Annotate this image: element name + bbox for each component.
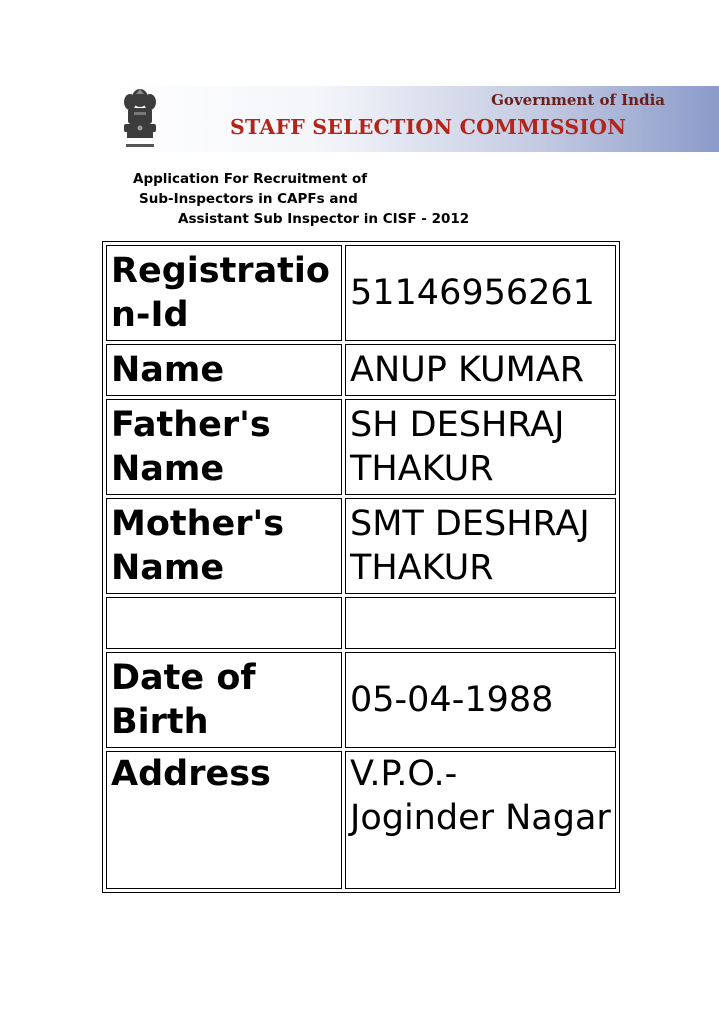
application-title-line-3: Assistant Sub Inspector in CISF - 2012 xyxy=(178,211,470,227)
commission-title: STAFF SELECTION COMMISSION xyxy=(230,115,627,139)
government-of-india-text: Government of India xyxy=(491,91,665,109)
name-label: Name xyxy=(106,344,342,396)
table-row xyxy=(106,399,616,495)
application-title xyxy=(0,169,470,229)
table-row xyxy=(106,751,616,889)
mother-name-label: Mother's Name xyxy=(106,498,342,594)
registration-id-value: 51146956261 xyxy=(345,245,616,341)
application-title-line-2: Sub-Inspectors in CAPFs and xyxy=(139,191,358,207)
table-row xyxy=(106,344,616,396)
candidate-details-table xyxy=(102,241,620,893)
mother-name-value: SMT DESHRAJ THAKUR xyxy=(345,498,616,594)
name-value: ANUP KUMAR xyxy=(345,344,616,396)
application-title-line-1: Application For Recruitment of xyxy=(133,171,368,187)
father-name-label: Father's Name xyxy=(106,399,342,495)
national-emblem-icon xyxy=(118,86,162,158)
blank-value xyxy=(345,597,616,649)
table-row xyxy=(106,597,616,649)
address-value: V.P.O.- Joginder Nagar xyxy=(345,751,616,889)
father-name-value: SH DESHRAJ THAKUR xyxy=(345,399,616,495)
table-row xyxy=(106,498,616,594)
table-row xyxy=(106,245,616,341)
registration-id-label: Registratio n-Id xyxy=(106,245,342,341)
date-of-birth-value: 05-04-1988 xyxy=(345,652,616,748)
table-row xyxy=(106,652,616,748)
date-of-birth-label: Date of Birth xyxy=(106,652,342,748)
blank-label xyxy=(106,597,342,649)
address-label: Address xyxy=(106,751,342,889)
